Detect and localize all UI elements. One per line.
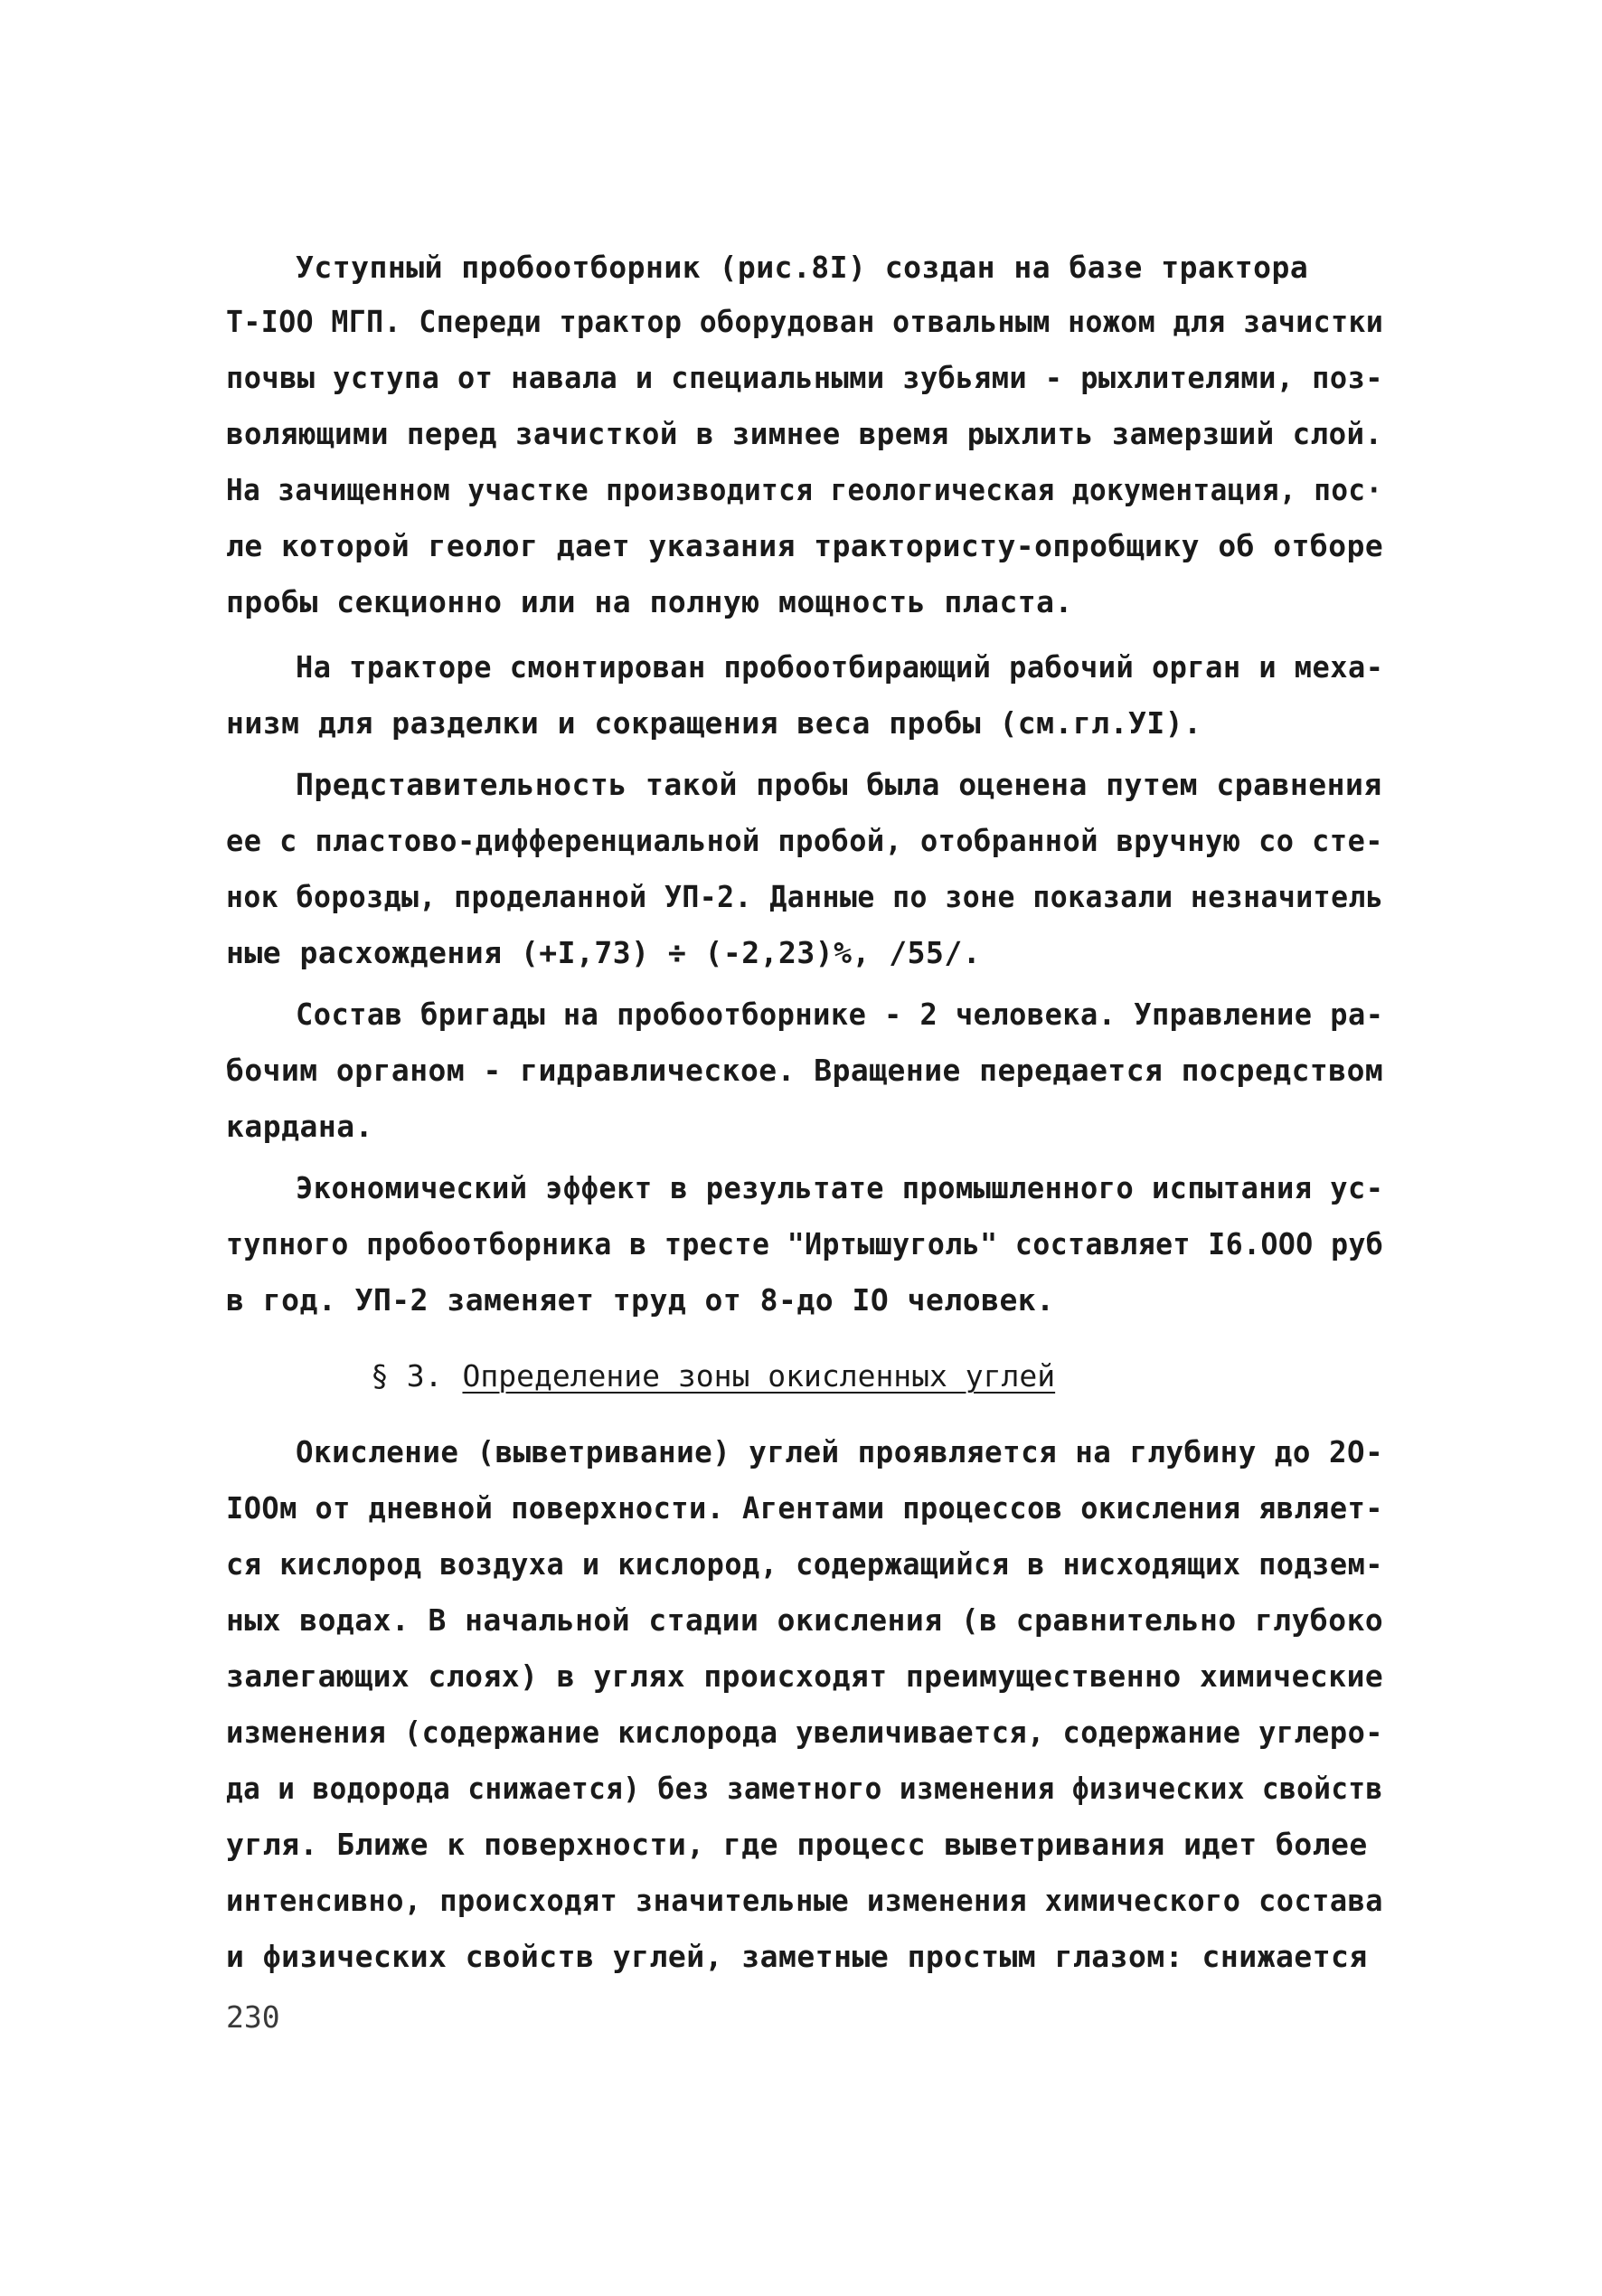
text-line: бочим органом - гидравлическое. Вращение передается посредством (226, 1053, 1384, 1088)
text-line: изменения (содержание кислорода увеличивается, содержание углеро- (226, 1715, 1383, 1750)
text-line: в год. УП-2 заменяет труд от 8-до IО человек. (226, 1282, 1055, 1318)
text-line: кардана. (226, 1109, 373, 1144)
text-line: залегающих слоях) в углях происходят преимущественно химические (226, 1658, 1384, 1694)
text-line: воляющими перед зачисткой в зимнее время рыхлить замерзший слой. (226, 416, 1383, 451)
text-line: На тракторе смонтирован пробоотбирающий рабочий орган и меха- (296, 649, 1384, 685)
text-line: и физических свойств углей, заметные простым глазом: снижается (226, 1939, 1368, 1974)
text-line: ных водах. В начальной стадии окисления (в сравнительно глубоко (226, 1602, 1384, 1638)
text-line: угля. Ближе к поверхности, где процесс выветривания идет более (226, 1827, 1368, 1862)
section-title: Определение зоны окисленных углей (462, 1358, 1056, 1394)
text-line: нок борозды, проделанной УП-2. Данные по зоне показали незначитель (226, 879, 1384, 914)
text-line: IООм от дневной поверхности. Агентами процессов окисления являет- (226, 1490, 1383, 1526)
text-line: Уступный пробоотборник (рис.8I) создан на базе трактора (296, 250, 1309, 285)
text-line: Состав бригады на пробоотборнике - 2 человека. Управление ра- (296, 997, 1384, 1032)
text-line: да и водорода снижается) без заметного изменения физических свойств (226, 1771, 1383, 1806)
text-line: На зачищенном участке производится геологическая документация, пос· (226, 472, 1383, 507)
text-line: тупного пробоотборника в тресте "Иртышуголь" составляет I6.ООО руб (226, 1226, 1384, 1261)
text-line: Экономический эффект в результате промышленного испытания ус- (296, 1170, 1384, 1205)
section-number: § 3. (371, 1358, 443, 1394)
text-line: ные расхождения (+I,73) ÷ (-2,23)%, /55/. (226, 935, 982, 970)
text-line: пробы секционно или на полную мощность пласта. (226, 584, 1073, 619)
text-line: ее с пластово-дифференциальной пробой, отобранной вручную со сте- (226, 823, 1383, 858)
text-line: низм для разделки и сокращения веса пробы (см.гл.УI). (226, 705, 1202, 741)
text-line: ся кислород воздуха и кислород, содержащийся в нисходящих подзем- (226, 1546, 1383, 1582)
text-line: Т-IОО МГП. Спереди трактор оборудован отвальным ножом для зачистки (226, 304, 1384, 339)
text-line: ле которой геолог дает указания трактористу-опробщику об отборе (226, 528, 1384, 563)
section-heading (371, 1353, 1055, 1400)
text-line: интенсивно, происходят значительные изменения химического состава (226, 1883, 1383, 1918)
text-line: Окисление (выветривание) углей проявляется на глубину до 2О- (296, 1434, 1384, 1469)
page-number: 230 (226, 1999, 280, 2035)
text-line: почвы уступа от навала и специальными зубьями - рыхлителями, поз- (226, 360, 1383, 395)
text-line: Представительность такой пробы была оценена путем сравнения (296, 767, 1382, 802)
